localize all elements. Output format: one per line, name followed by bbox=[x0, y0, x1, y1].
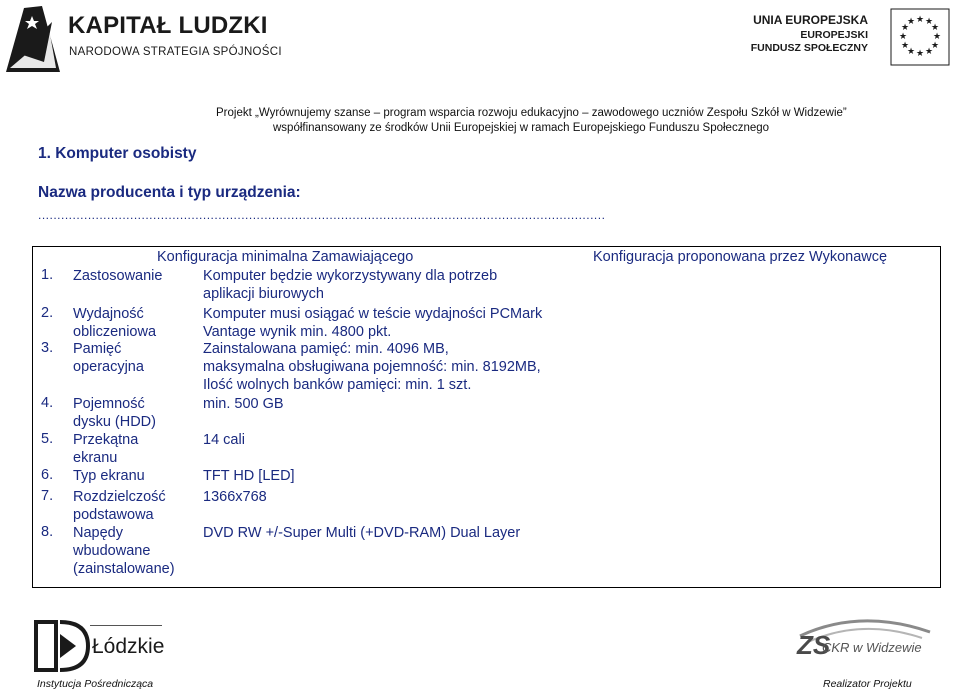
row-number: 2. bbox=[41, 305, 54, 321]
svg-text:★: ★ bbox=[930, 41, 940, 51]
row-parameter: Rozdzielczość podstawowa bbox=[73, 489, 166, 523]
project-realizer-label: Realizator Projektu bbox=[823, 678, 912, 690]
eu-line-3: FUNDUSZ SPOŁECZNY bbox=[750, 42, 868, 54]
row-parameter: Pamięć operacyjna bbox=[73, 341, 144, 375]
header-minimal-config: Konfiguracja minimalna Zamawiającego bbox=[157, 249, 414, 265]
kapital-ludzki-subtitle: NARODOWA STRATEGIA SPÓJNOŚCI bbox=[69, 46, 282, 58]
svg-text:★: ★ bbox=[915, 15, 925, 25]
svg-text:★: ★ bbox=[932, 32, 942, 42]
eu-line-1: UNIA EUROPEJSKA bbox=[753, 13, 868, 27]
row-parameter: Wydajność obliczeniowa bbox=[73, 306, 157, 340]
svg-text:★: ★ bbox=[924, 47, 934, 57]
row-requirement: DVD RW +/-Super Multi (+DVD-RAM) Dual Layer bbox=[203, 525, 521, 541]
row-requirement: TFT HD [LED] bbox=[203, 468, 295, 484]
svg-text:★: ★ bbox=[906, 17, 916, 27]
svg-text:★: ★ bbox=[930, 23, 940, 33]
intermediate-institution-label: Instytucja Pośrednicząca bbox=[37, 678, 154, 690]
svg-text:★: ★ bbox=[900, 23, 910, 33]
kapital-ludzki-title: KAPITAŁ LUDZKI bbox=[68, 12, 268, 39]
eu-flag-icon bbox=[890, 8, 950, 66]
section-heading: 1. Komputer osobisty bbox=[38, 145, 197, 162]
svg-text:★: ★ bbox=[915, 49, 925, 59]
lodzkie-divider bbox=[90, 625, 162, 626]
row-requirement: Zainstalowana pamięć: min. 4096 MB, maksymalna obsługiwana pojemność: min. 8192MB, Ilość wolnych banków pamięci: min. 1 szt. bbox=[203, 341, 541, 393]
zs-logo-text: CKR w Widzewie bbox=[822, 640, 922, 655]
row-parameter: Napędy wbudowane (zainstalowane) bbox=[73, 525, 175, 577]
row-parameter: Pojemność dysku (HDD) bbox=[73, 396, 156, 430]
row-number: 1. bbox=[41, 267, 54, 283]
specification-table bbox=[32, 246, 941, 588]
row-parameter: Przekątna ekranu bbox=[73, 432, 139, 466]
row-number: 3. bbox=[41, 340, 54, 356]
project-info-line-2: współfinansowany ze środków Unii Europejskiej w ramach Europejskiego Funduszu Społecznego bbox=[273, 122, 770, 134]
row-number: 7. bbox=[41, 488, 54, 504]
zs-logo-letters: ZS bbox=[797, 630, 831, 660]
producer-label: Nazwa producenta i typ urządzenia: bbox=[38, 184, 301, 201]
project-info-line-1: Projekt „Wyrównujemy szanse – program wsparcia rozwoju edukacyjno – zawodowego uczniów Zespołu Szkół w Widzewie” bbox=[216, 107, 847, 119]
lodzkie-text: Łódzkie bbox=[92, 635, 165, 658]
eu-line-2: EUROPEJSKI bbox=[800, 29, 868, 41]
svg-text:★: ★ bbox=[898, 32, 908, 42]
row-requirement: 14 cali bbox=[203, 432, 245, 448]
svg-text:★: ★ bbox=[906, 47, 916, 57]
header-proposed-config: Konfiguracja proponowana przez Wykonawcę bbox=[593, 249, 888, 265]
lodzkie-emblem-icon bbox=[32, 618, 92, 674]
row-number: 5. bbox=[41, 431, 54, 447]
svg-text:★: ★ bbox=[924, 17, 934, 27]
row-requirement: 1366x768 bbox=[203, 489, 267, 505]
row-number: 8. bbox=[41, 524, 54, 540]
row-parameter: Typ ekranu bbox=[73, 468, 145, 484]
eu-logo-block bbox=[750, 8, 956, 78]
row-parameter: Zastosowanie bbox=[73, 268, 163, 284]
row-number: 6. bbox=[41, 467, 54, 483]
row-requirement: Komputer będzie wykorzystywany dla potrzeb aplikacji biurowych bbox=[203, 268, 498, 302]
row-requirement: min. 500 GB bbox=[203, 396, 284, 412]
row-number: 4. bbox=[41, 395, 54, 411]
row-requirement: Komputer musi osiągać w teście wydajności PCMark Vantage wynik min. 4800 pkt. bbox=[203, 306, 543, 340]
svg-text:★: ★ bbox=[900, 41, 910, 51]
producer-value-field[interactable]: .................................................................................................................................................... bbox=[38, 208, 606, 222]
